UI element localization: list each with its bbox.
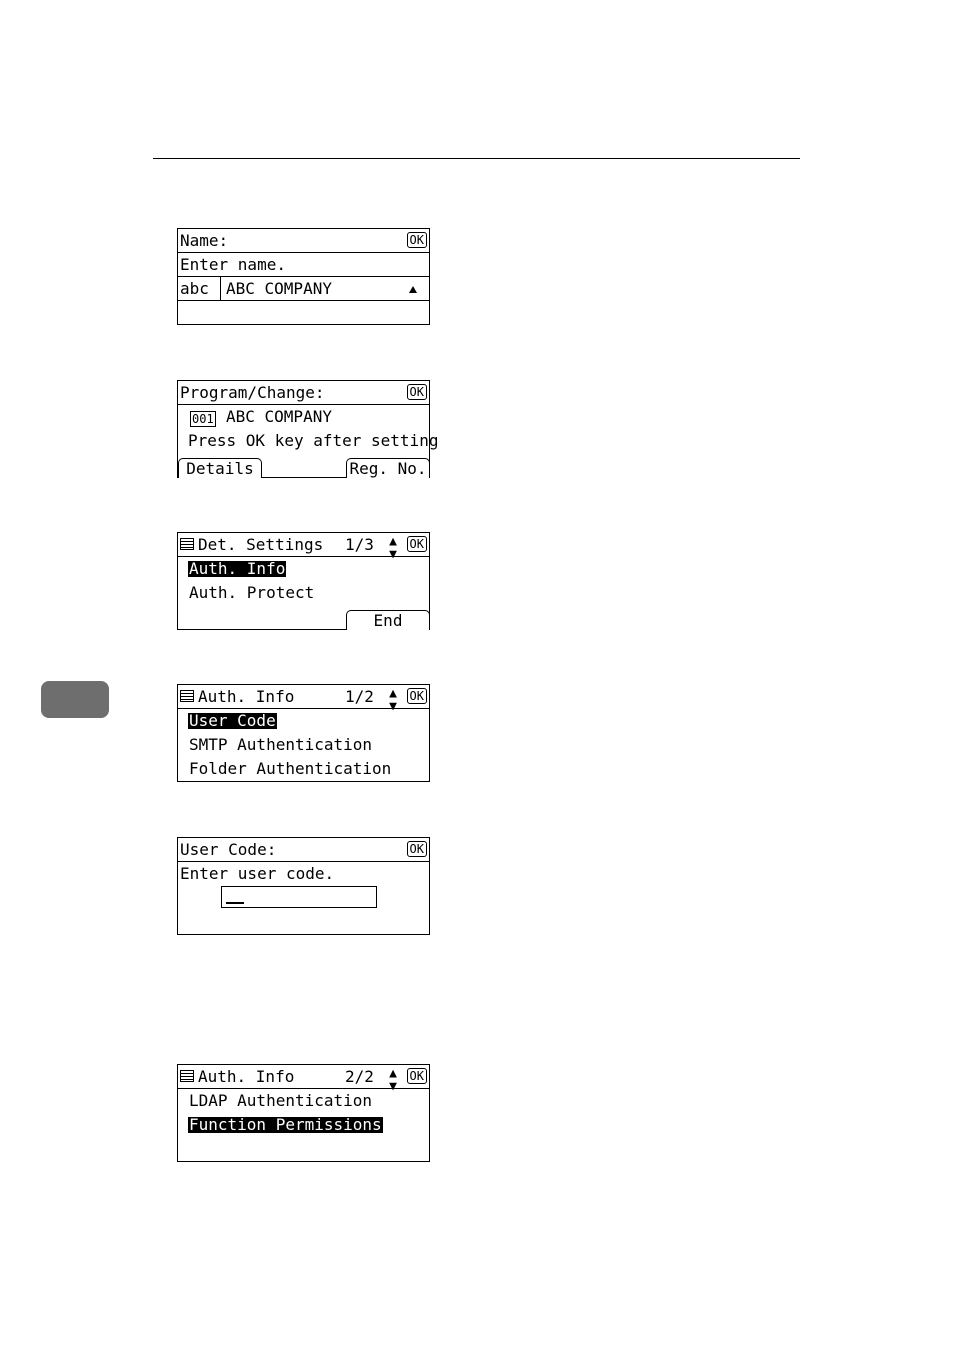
instruction-text: Press OK key after setting (188, 431, 439, 450)
title-bar (178, 685, 429, 714)
up-down-arrow-icon: ▲ ▼ (389, 534, 397, 562)
menu-item-auth-protect[interactable]: Auth. Protect (189, 583, 315, 602)
menu-item-ldap-authentication[interactable]: LDAP Authentication (189, 1091, 373, 1110)
menu-item-user-code[interactable]: User Code (189, 711, 276, 730)
ok-icon[interactable]: OK (407, 232, 427, 248)
reg-number-badge: 001 (192, 412, 214, 426)
screen-title: Name: (180, 231, 229, 250)
lcd-program-screen (177, 380, 439, 478)
details-softkey[interactable]: Details (178, 458, 262, 478)
prompt-text: Enter user code. (180, 864, 335, 883)
title-bar (178, 381, 429, 405)
lcd-det-settings-screen (177, 532, 430, 630)
lcd-auth-info-screen-1 (177, 684, 430, 782)
menu-item-function-permissions[interactable]: Function Permissions (189, 1115, 382, 1134)
header-rule (153, 158, 800, 159)
ok-icon[interactable]: OK (407, 688, 427, 704)
title-bar (178, 1065, 429, 1094)
page-indicator: 2/2 (345, 1067, 374, 1086)
page-indicator: 1/2 (345, 687, 374, 706)
menu-item-smtp-authentication[interactable]: SMTP Authentication (189, 735, 373, 754)
lcd-user-code-screen (177, 837, 430, 935)
menu-item-auth-info[interactable]: Auth. Info (189, 559, 286, 578)
end-softkey[interactable]: End (346, 610, 430, 630)
lcd-auth-info-screen-2 (177, 1064, 430, 1162)
ok-icon[interactable]: OK (407, 841, 427, 857)
title-bar (178, 229, 429, 253)
name-input-row[interactable] (178, 277, 429, 301)
reg-no-softkey[interactable]: Reg. No. (346, 458, 430, 478)
triangle-up-icon (409, 286, 417, 293)
ok-icon[interactable]: OK (407, 536, 427, 552)
title-bar (178, 533, 429, 562)
input-mode-label[interactable]: abc (180, 279, 209, 298)
screen-title: Auth. Info (198, 1067, 295, 1086)
user-code-input[interactable] (221, 886, 377, 908)
menu-icon (180, 690, 194, 702)
prompt-text: Enter name. (180, 255, 286, 274)
entry-name: ABC COMPANY (226, 407, 332, 426)
page-indicator: 1/3 (345, 535, 374, 554)
text-cursor (226, 902, 244, 904)
title-bar (178, 838, 429, 862)
menu-icon (180, 538, 194, 550)
screen-title: Auth. Info (198, 687, 295, 706)
lcd-name-screen (177, 228, 430, 325)
list-item[interactable] (178, 405, 429, 429)
screen-title: User Code: (180, 840, 277, 859)
name-input[interactable]: ABC COMPANY (226, 279, 332, 298)
screen-title: Program/Change: (180, 383, 325, 402)
chapter-tab (41, 681, 109, 718)
up-down-arrow-icon: ▲ ▼ (389, 1066, 397, 1094)
up-down-arrow-icon: ▲ ▼ (389, 686, 397, 714)
ok-icon[interactable]: OK (407, 384, 427, 400)
ok-icon[interactable]: OK (407, 1068, 427, 1084)
menu-icon (180, 1070, 194, 1082)
menu-item-folder-authentication[interactable]: Folder Authentication (189, 759, 392, 778)
screen-title: Det. Settings (198, 535, 324, 554)
